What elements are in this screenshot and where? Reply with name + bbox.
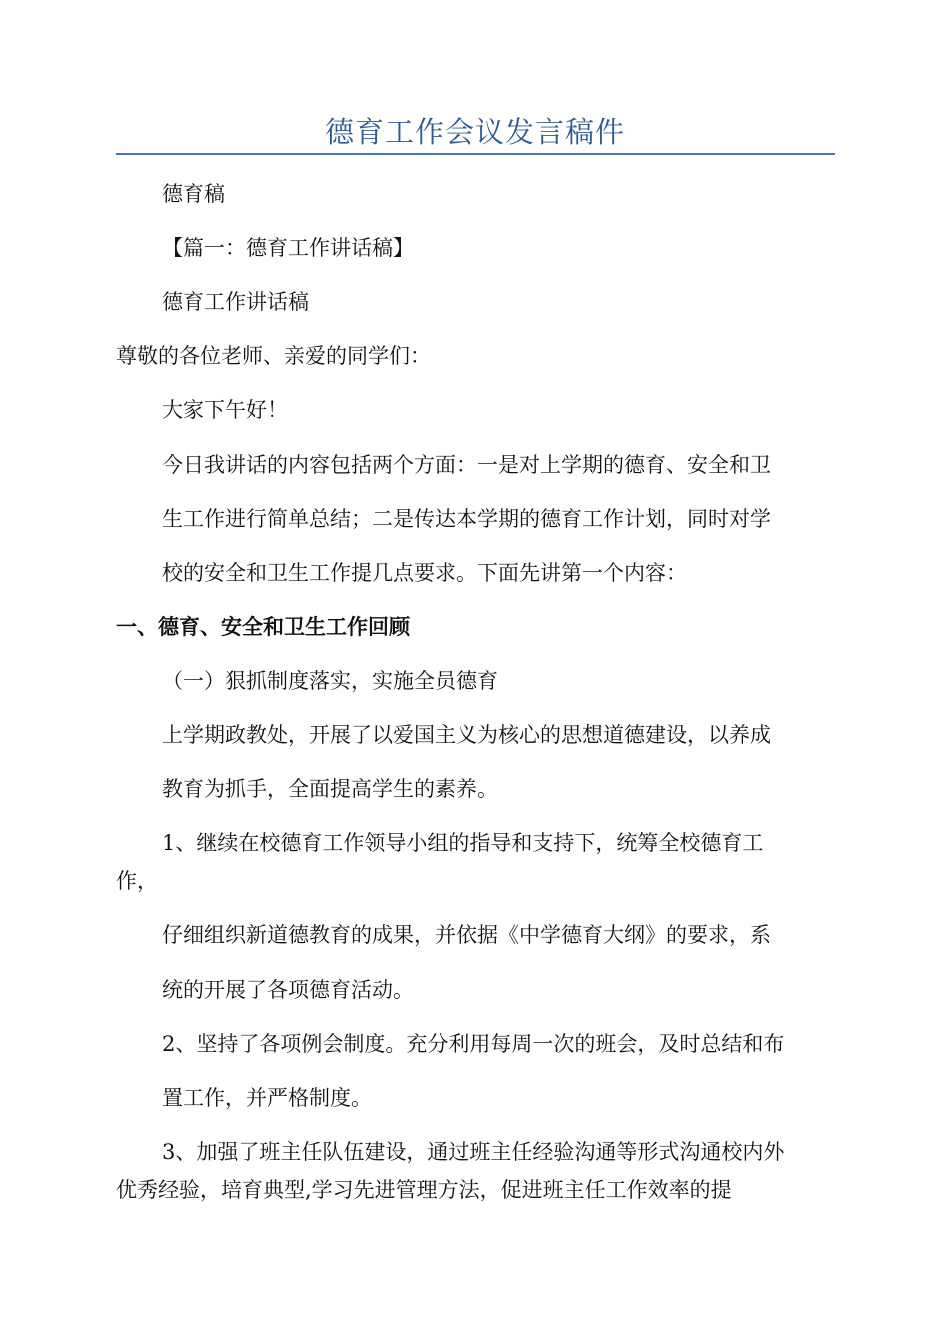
paragraph-line: 教育为抓手，全面提高学生的素养。 [162, 777, 498, 801]
title-underline [116, 153, 835, 155]
paragraph-line: 2、坚持了各项例会制度。充分利用每周一次的班会，及时总结和布 [162, 1032, 785, 1056]
subsection-heading: （一）狠抓制度落实，实施全员德育 [162, 669, 498, 693]
paragraph-line: 置工作，并严格制度。 [162, 1086, 372, 1110]
paragraph-line: 德育工作讲话稿 [162, 290, 309, 314]
paragraph-line: 统的开展了各项德育活动。 [162, 978, 414, 1002]
paragraph-line: 校的安全和卫生工作提几点要求。下面先讲第一个内容： [162, 561, 687, 585]
paragraph-line: 上学期政教处，开展了以爱国主义为核心的思想道德建设，以养成 [162, 723, 771, 747]
paragraph-line: 今日我讲话的内容包括两个方面：一是对上学期的德育、安全和卫 [162, 453, 771, 477]
paragraph-line: 作， [116, 869, 158, 893]
paragraph-line: 仔细组织新道德教育的成果，并依据《中学德育大纲》的要求，系 [162, 923, 771, 947]
document-title: 德育工作会议发言稿件 [324, 115, 625, 149]
paragraph-line: 优秀经验，培育典型,学习先进管理方法，促进班主任工作效率的提 [116, 1178, 732, 1202]
paragraph-line: 德育稿 [162, 182, 225, 206]
paragraph-line: 3、加强了班主任队伍建设，通过班主任经验沟通等形式沟通校内外 [162, 1140, 785, 1164]
paragraph-line: 1、继续在校德育工作领导小组的指导和支持下，统筹全校德育工 [162, 831, 764, 855]
section-heading: 一、德育、安全和卫生工作回顾 [116, 614, 410, 639]
paragraph-line: 【篇一：德育工作讲话稿】 [162, 236, 414, 260]
paragraph-line: 生工作进行简单总结；二是传达本学期的德育工作计划，同时对学 [162, 507, 771, 531]
paragraph-line: 尊敬的各位老师、亲爱的同学们： [116, 344, 431, 368]
paragraph-line: 大家下午好！ [162, 398, 288, 422]
